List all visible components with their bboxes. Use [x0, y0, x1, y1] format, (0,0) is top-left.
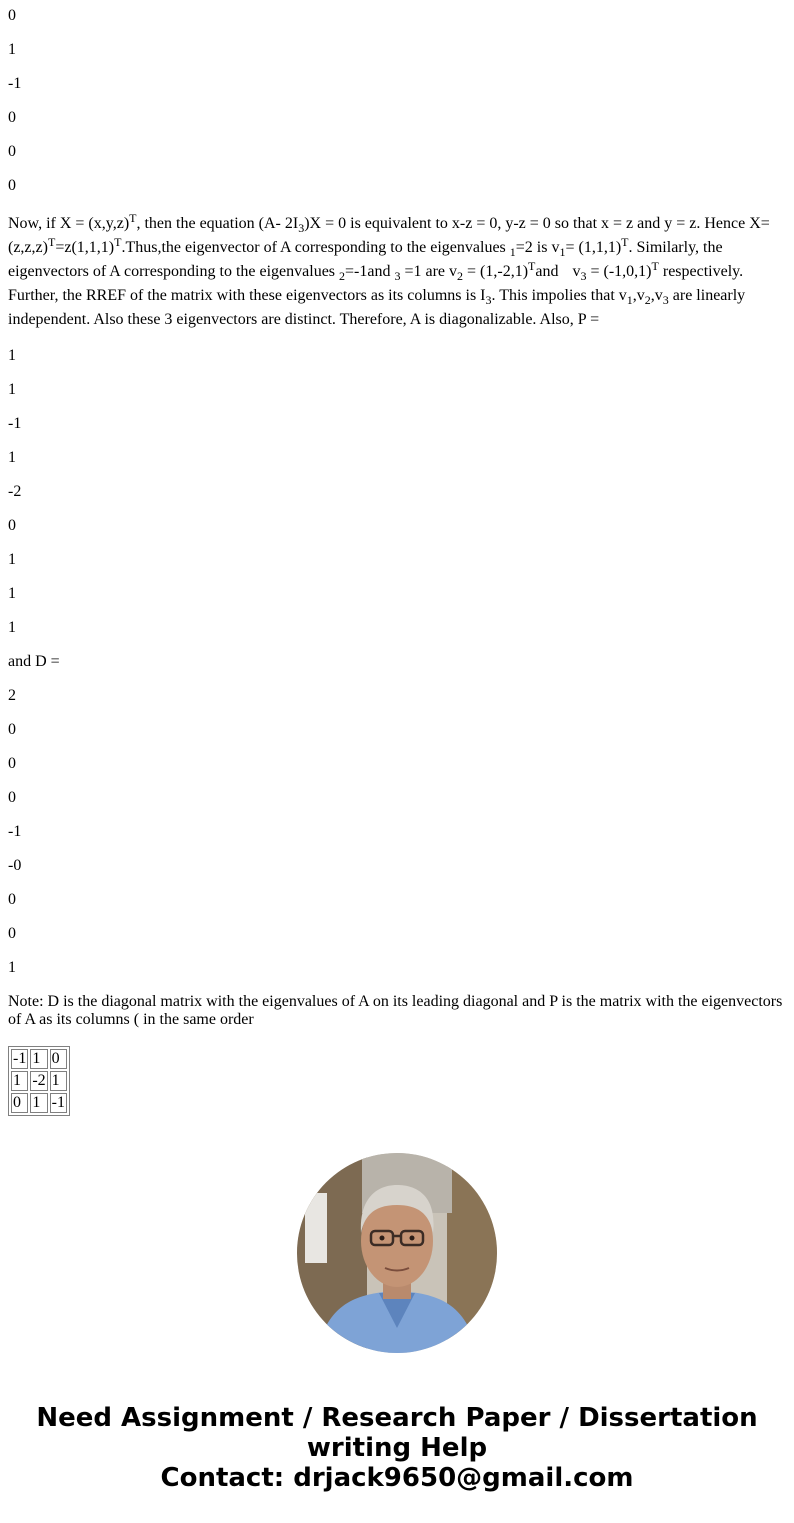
table-cell: 0: [50, 1049, 67, 1069]
value-line: 1: [8, 551, 16, 568]
matrix-table: [8, 1046, 70, 1116]
and-d-label: and D =: [8, 653, 60, 670]
value-line: 0: [8, 789, 16, 806]
table-cell: -1: [51, 1094, 65, 1111]
table-row: [11, 1049, 67, 1069]
value-line: 0: [8, 891, 16, 908]
table-cell: -1: [13, 1050, 27, 1067]
value-line: 1: [8, 347, 16, 364]
avatar-portrait: [297, 1153, 497, 1353]
value-line: 0: [8, 925, 16, 942]
table-row: [11, 1071, 67, 1091]
value-line: -1: [8, 75, 22, 92]
table-cell: -2: [32, 1072, 46, 1089]
value-line: 0: [8, 7, 16, 24]
value-line: 1: [8, 959, 16, 976]
value-line: 0: [8, 755, 16, 772]
value-line: -1: [8, 823, 22, 840]
value-line: 1: [8, 381, 16, 398]
author-avatar: [297, 1153, 497, 1353]
value-line: 0: [8, 177, 16, 194]
value-line: 1: [8, 449, 16, 466]
value-line: 1: [8, 41, 16, 58]
value-line: 1: [8, 619, 16, 636]
table-cell: 1: [50, 1071, 67, 1091]
footer-contact: Contact: drjack9650@gmail.com: [160, 1463, 634, 1493]
value-line: 0: [8, 109, 16, 126]
value-line: 0: [8, 517, 16, 534]
contact-footer: [0, 1403, 794, 1493]
table-cell: 1: [30, 1093, 47, 1113]
table-cell: 1: [30, 1049, 47, 1069]
value-line: -2: [8, 483, 22, 500]
note-paragraph: Note: D is the diagonal matrix with the eigenvalues of A on its leading diagonal and P is the matrix with the eigenvectors of A as its columns ( in the same order: [8, 993, 783, 1028]
table-cell: 1: [11, 1071, 28, 1091]
value-line: -0: [8, 857, 22, 874]
value-line: 1: [8, 585, 16, 602]
value-line: -1: [8, 415, 22, 432]
value-line: 2: [8, 687, 16, 704]
eigenvector-paragraph: Now, if $X = (x,y,z)^T$, then the equation (A- $2I_3)X = 0$ is equivalent to x-z = 0, y-z = 0 so that x = z and y = z. Hence $X= (z,z,z)^T=z(1,1,1)^T.Thus,the$ eigenvector of A corresponding to the eigenvalues $_1$=2 is $v_1= (1,1,1)^T$. Similarly, the eigenvectors of A corresponding to the eigenvalues $_2$=-1and $_3$ =1 are $v_2 = (1,-2,1)^Tand$ $v_3 = (-1,0,1)^T$ respectively. Further, the RREF of the matrix with these eigenvectors as its columns is $I_3$. This impolies that $v_1,v_2,v_3$ are linearly independent. Also these 3 eigenvectors are distinct. Therefore, A is diagonalizable. Also, P =: [8, 211, 770, 328]
footer-line: Need Assignment / Research Paper / Dissertation: [36, 1403, 758, 1433]
table-row: [11, 1093, 67, 1113]
value-line: 0: [8, 143, 16, 160]
table-cell: 0: [11, 1093, 28, 1113]
value-line: 0: [8, 721, 16, 738]
footer-line: writing Help: [306, 1433, 488, 1463]
